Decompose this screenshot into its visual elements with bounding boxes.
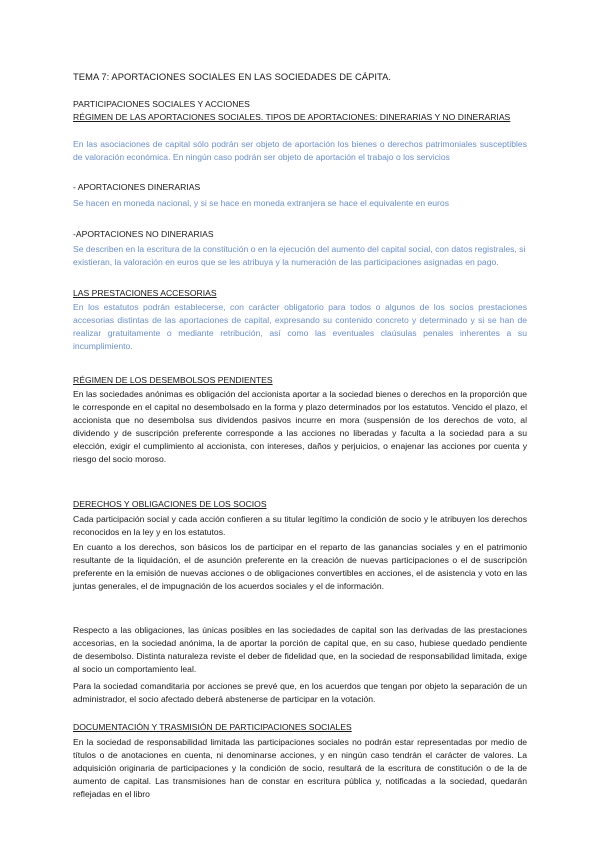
heading-derechos-obligaciones: DERECHOS Y OBLIGACIONES DE LOS SOCIOS [73, 499, 267, 509]
document-title: TEMA 7: APORTACIONES SOCIALES EN LAS SOCIEDADES DE CÁPITA. [73, 71, 392, 82]
regimen-aportaciones-text: En las asociaciones de capital sólo podrán ser objeto de aportación los bienes o derechos patrimoniales susceptibles de valoración económica. En ningún caso podrán ser objeto de aportación el trabajo o los servicios [73, 139, 527, 163]
heading-desembolsos-pendientes: RÉGIMEN DE LOS DESEMBOLSOS PENDIENTES [73, 375, 273, 385]
derechos-paragraph-1: Cada participación social y cada acción confieren a su titular legítimo la condición de socio y le atribuyen los derechos reconocidos en la ley y en los estatutos. [73, 514, 527, 538]
heading-no-dinerarias: -APORTACIONES NO DINERARIAS [73, 229, 214, 239]
heading-dinerarias: - APORTACIONES DINERARIAS [73, 182, 201, 192]
no-dinerarias-text: Se describen en la escritura de la constitución o en la ejecución del aumento del capital social, con datos registrales, si existieran, la valoración en euros que se les atribuya y la numeración de las participaciones asignadas en pago. [73, 244, 526, 268]
prestaciones-accesorias-text: En los estatutos podrán establecerse, con carácter obligatorio para todos o algunos de los socios prestaciones accesorias distintas de las aportaciones de capital, expresando su contenido concreto y determinado y si se han de realizar gratuitamente o mediante retribución, así como las eventuales claúsulas penales inherentes a su incumplimiento. [73, 302, 527, 352]
heading-documentacion-trasmision: DOCUMENTACIÓN Y TRASMISIÓN DE PARTICIPACIONES SOCIALES [73, 722, 352, 732]
desembolsos-pendientes-text: En las sociedades anónimas es obligación del accionista aportar a la sociedad bienes o derechos en la proporción que le corresponde en el capital no desembolsado en la forma y plazo determinados por los estatutos. Vencido el plazo, el accionista que no desembolsa sus dividendos pasivos incurre en mora (suspensión de los derechos de voto, al dividendo y de suscripción preferente corresponde a las acciones no liberadas y faculta a la sociedad para a su elección, exigir el cumplimiento al accionista, con intereses, daños y perjuicios, o enajenar las acciones por cuenta y riesgo del socio moroso. [73, 389, 527, 465]
dinerarias-text: Se hacen en moneda nacional, y si se hace en moneda extranjera se hace el equivalente en euros [73, 198, 449, 208]
heading-regimen-aportaciones: RÉGIMEN DE LAS APORTACIONES SOCIALES. TIPOS DE APORTACIONES: DINERARIAS Y NO DINERARIAS [73, 112, 511, 122]
heading-prestaciones-accesorias: LAS PRESTACIONES ACCESORIAS [73, 288, 217, 298]
derechos-paragraph-3: Respecto a las obligaciones, las únicas posibles en las sociedades de capital son las derivadas de las prestaciones accesorias, en la sociedad anónima, la de aportar la porción de capital que, en su caso, hubiese quedado pendiente de desembolso. Distinta naturaleza reviste el deber de fidelidad que, en la sociedad de responsabilidad limitada, exige al socio un comportamiento leal. [73, 625, 527, 675]
documentacion-text: En la sociedad de responsabilidad limitada las participaciones sociales no podrán estar representadas por medio de títulos o de anotaciones en cuenta, ni denominarse acciones, y en ningún caso tendrán el carácter de valores. La adquisición originaria de participaciones y la condición de socio, resultará de la escritura de constitución o de la de aumento de capital. Las transmisiones han de constar en escritura pública y, notificadas a la sociedad, quedarán reflejadas en el libro [73, 737, 527, 800]
derechos-paragraph-2: En cuanto a los derechos, son básicos los de participar en el reparto de las ganancias sociales y en el patrimonio resultante de la liquidación, el de asunción preferente en la creación de nuevas participaciones o el de suscripción preferente en la emisión de nuevas acciones o de obligaciones convertibles en acciones, el de asistencia y voto en las juntas generales, el de impugnación de los acuerdos sociales y el de información. [73, 542, 527, 592]
section-heading-participaciones: PARTICIPACIONES SOCIALES Y ACCIONES [73, 99, 250, 109]
derechos-paragraph-4: Para la sociedad comanditaria por acciones se prevé que, en los acuerdos que tengan por objeto la separación de un administrador, el socio afectado deberá abstenerse de participar en la votación. [73, 681, 527, 705]
